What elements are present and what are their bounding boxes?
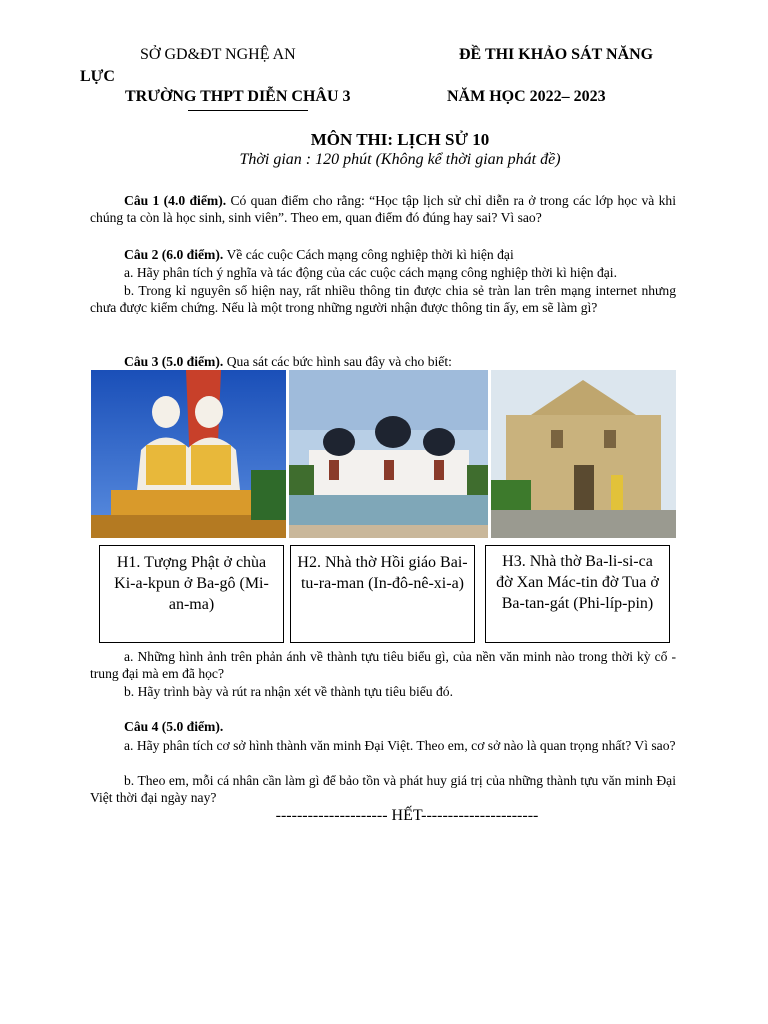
school-year: NĂM HỌC 2022– 2023 bbox=[447, 88, 606, 105]
buddha-statue-photo bbox=[91, 370, 286, 538]
question-2a: a. Hãy phân tích ý nghĩa và tác động của các cuộc cách mạng công nghiệp thời kì hiện đại. bbox=[124, 265, 617, 280]
question-2-text: Về các cuộc Cách mạng công nghiệp thời kì hiện đại bbox=[223, 247, 514, 262]
exam-title: ĐỀ THI KHẢO SÁT NĂNG bbox=[459, 46, 654, 63]
question-4a: a. Hãy phân tích cơ sở hình thành văn minh Đại Việt. Theo em, cơ sở nào là quan trọng nhất? Vì sao? bbox=[124, 738, 676, 753]
question-3-label: Câu 3 (5.0 điểm). bbox=[124, 354, 224, 369]
mosque-photo bbox=[289, 370, 488, 538]
question-4 bbox=[90, 718, 676, 735]
caption-h1: H1. Tượng Phật ở chùa Ki-a-kpun ở Ba-gô (Mi-an-ma) bbox=[99, 545, 284, 643]
department-name: SỞ GD&ĐT NGHỆ AN bbox=[140, 46, 296, 63]
caption-h3: H3. Nhà thờ Ba-li-si-ca đờ Xan Mác-tin đờ Tua ở Ba-tan-gát (Phi-líp-pin) bbox=[485, 545, 670, 643]
question-1 bbox=[90, 192, 676, 226]
end-marker: --------------------- HẾT---------------------- bbox=[275, 807, 539, 824]
question-2-label: Câu 2 (6.0 điểm). bbox=[124, 247, 224, 262]
exam-duration: Thời gian : 120 phút (Không kể thời gian phát đề) bbox=[239, 151, 561, 168]
question-1-label: Câu 1 (4.0 điểm). bbox=[124, 193, 227, 208]
question-1-text: Có quan điểm cho rằng: “Học tập lịch sử chỉ diễn ra ở trong các lớp học và khi chúng ta còn là học sinh, sinh viên”. Theo em, quan điểm đó đúng hay sai? Vì sao? bbox=[90, 193, 676, 225]
question-3a: a. Những hình ảnh trên phản ánh về thành tựu tiêu biểu gì, của nền văn minh nào trong thời kỳ cổ - trung đại mà em đã học? bbox=[90, 649, 676, 681]
question-4-label: Câu 4 (5.0 điểm). bbox=[124, 719, 224, 734]
question-2 bbox=[90, 246, 676, 263]
subject-title: MÔN THI: LỊCH SỬ 10 bbox=[310, 130, 490, 149]
school-underline bbox=[188, 110, 308, 111]
caption-h2: H2. Nhà thờ Hồi giáo Bai-tu-ra-man (In-đô-nê-xi-a) bbox=[290, 545, 475, 643]
basilica-photo bbox=[491, 370, 676, 538]
question-3b: b. Hãy trình bày và rút ra nhận xét về thành tựu tiêu biểu đó. bbox=[124, 684, 453, 699]
question-3 bbox=[90, 353, 676, 370]
question-2b: b. Trong kỉ nguyên số hiện nay, rất nhiều thông tin được chia sẻ tràn lan trên mạng internet nhưng chưa được kiểm chứng. Nếu là một trong những người nhận được thông tin ấy, em sẽ làm gì? bbox=[90, 283, 676, 315]
exam-title-continued: LỰC bbox=[80, 68, 115, 85]
question-3-text: Qua sát các bức hình sau đây và cho biết: bbox=[223, 354, 452, 369]
school-name: TRƯỜNG THPT DIỄN CHÂU 3 bbox=[125, 88, 351, 105]
question-4b: b. Theo em, mỗi cá nhân cần làm gì để bảo tồn và phát huy giá trị của những thành tựu văn minh Đại Việt thời đại ngày nay? bbox=[90, 773, 676, 805]
